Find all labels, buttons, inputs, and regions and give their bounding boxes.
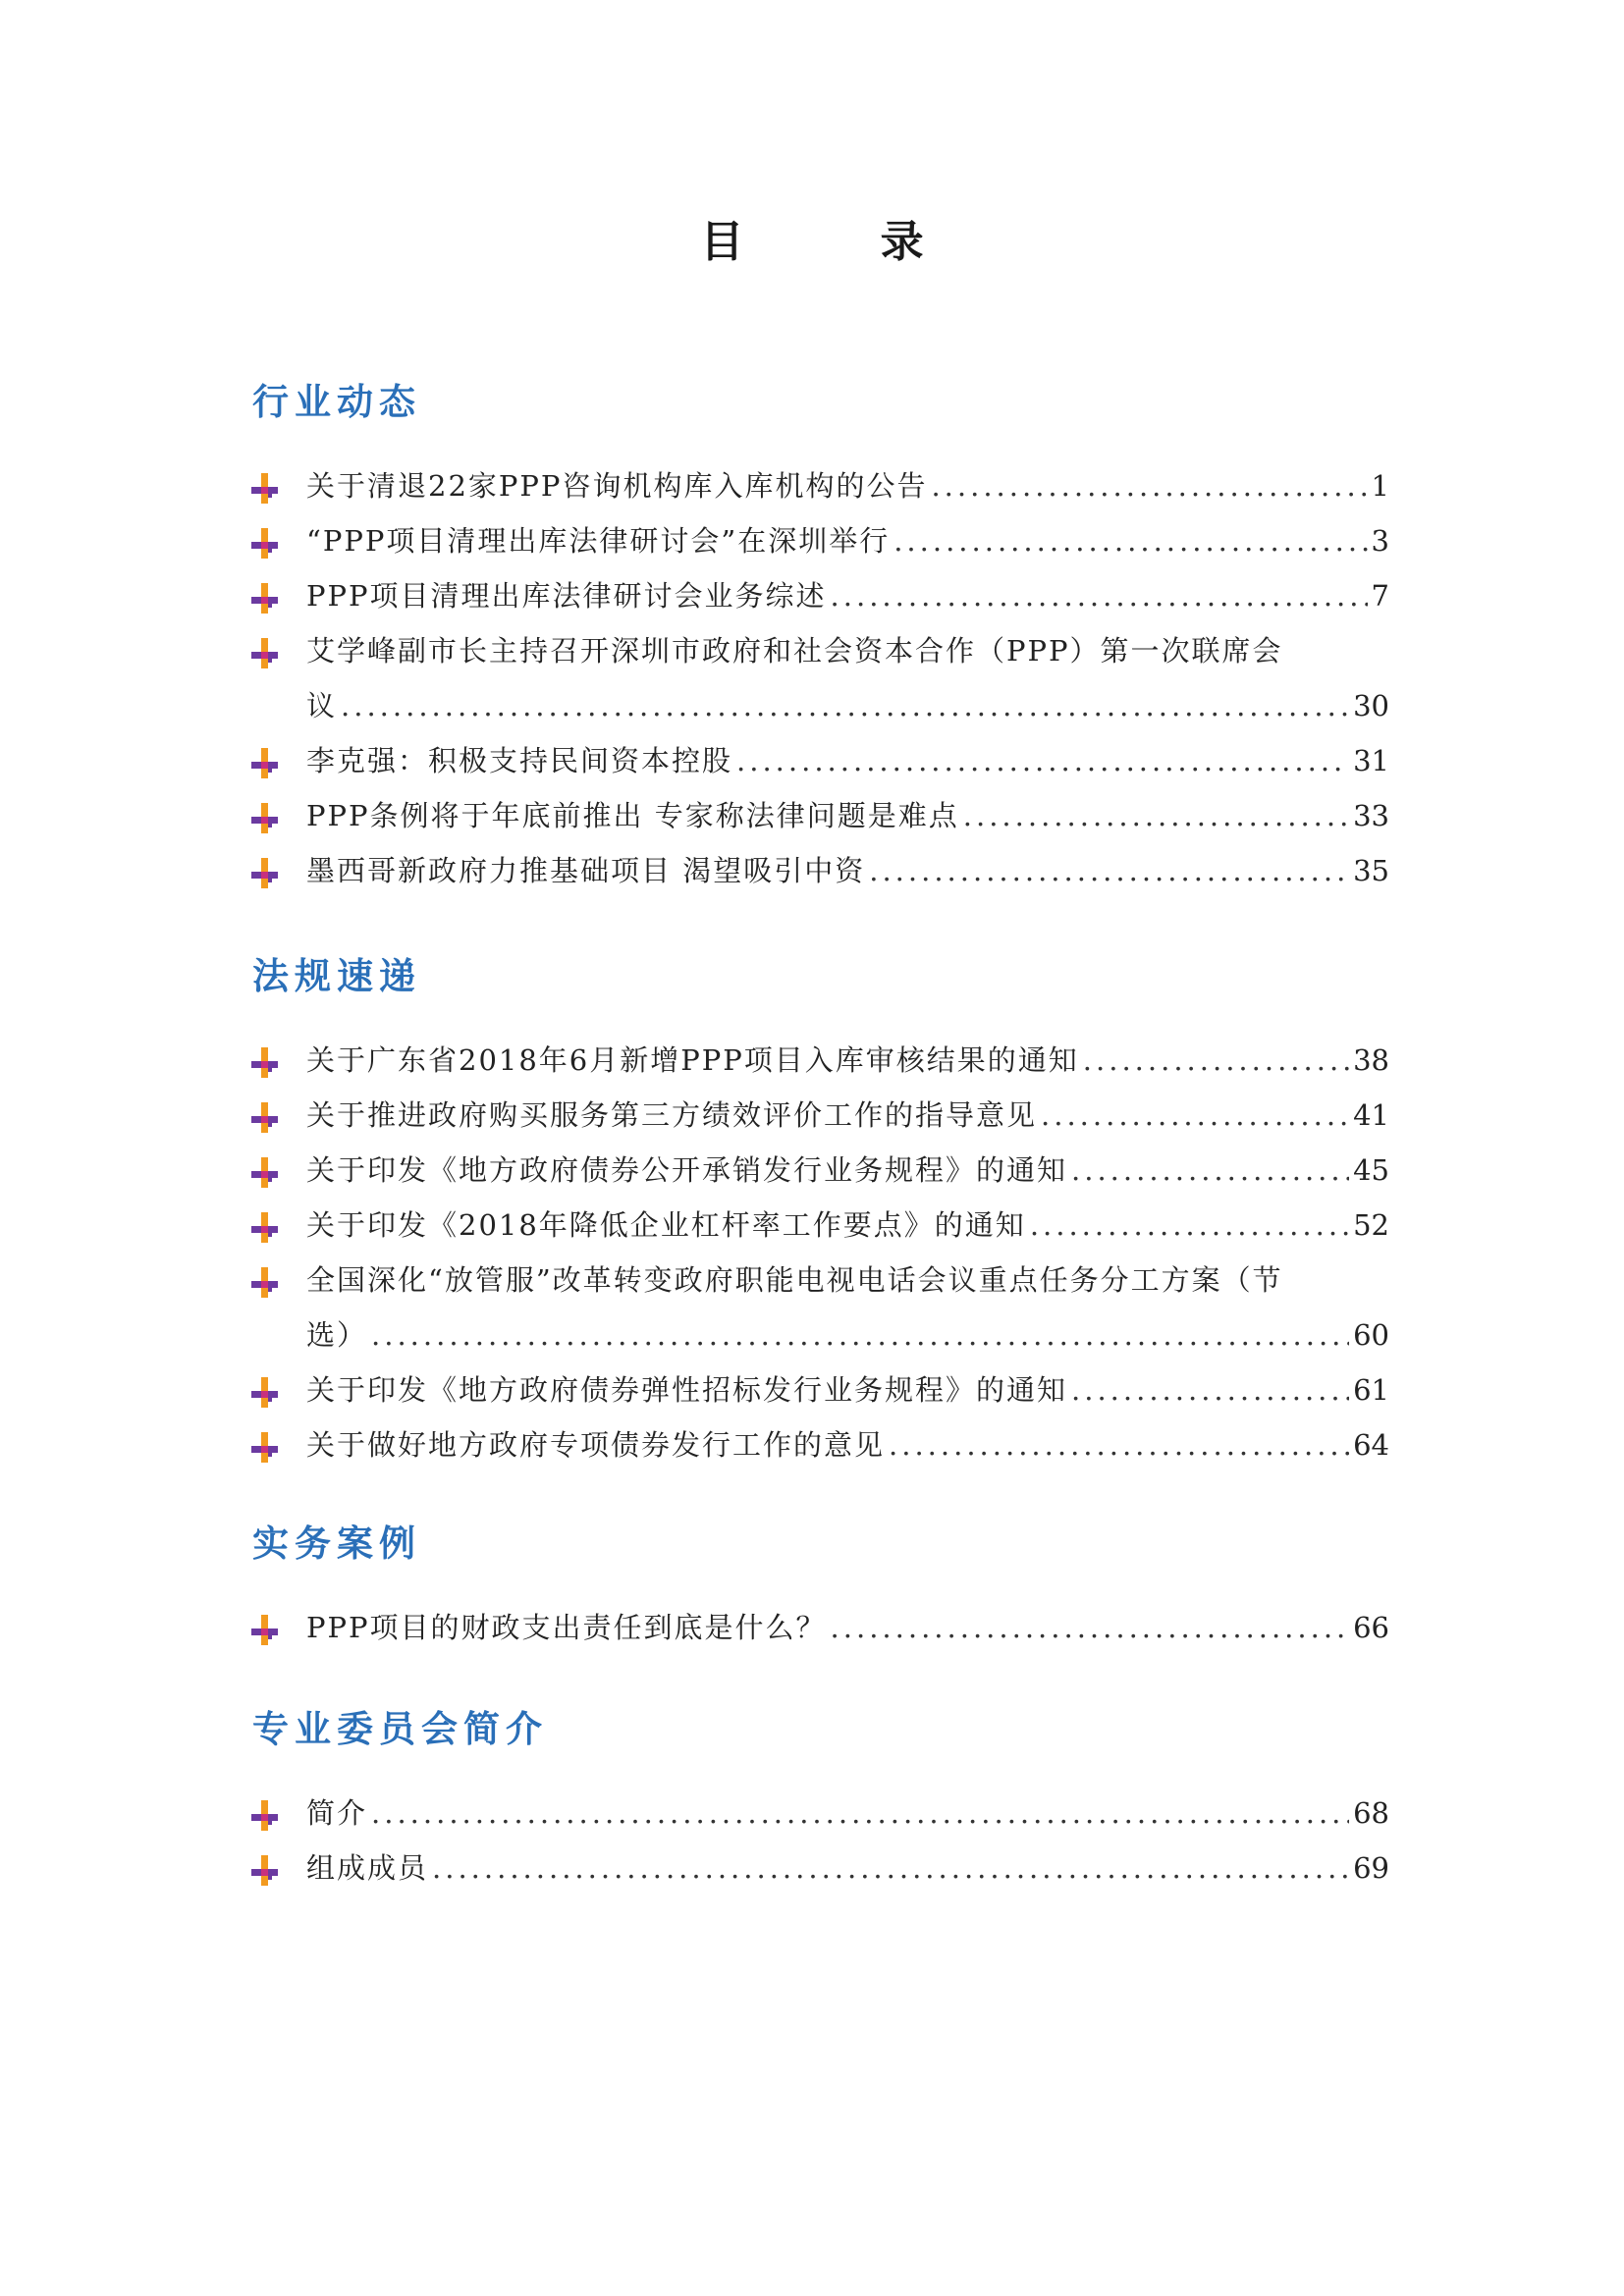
toc-entry-title: 墨西哥新政府力推基础项目 渴望吸引中资	[306, 854, 866, 887]
toc-section	[250, 952, 1389, 1472]
toc-entry[interactable]	[250, 513, 1389, 568]
bullet-icon	[250, 1427, 280, 1461]
toc-entry[interactable]	[250, 1143, 1389, 1198]
dot-leader	[736, 733, 1349, 788]
toc-entry[interactable]	[250, 458, 1389, 513]
toc-entry[interactable]	[250, 843, 1389, 898]
toc-entry[interactable]	[250, 733, 1389, 788]
dot-leader	[341, 678, 1349, 733]
toc-section	[250, 1705, 1389, 1896]
toc-entry-title: 简介	[306, 1796, 368, 1830]
page-number: 69	[1353, 1851, 1389, 1885]
toc-entry[interactable]	[250, 1033, 1389, 1088]
bullet-icon	[250, 578, 280, 612]
bullet-icon	[250, 1610, 280, 1643]
dot-leader	[1041, 1088, 1349, 1143]
page-number: 35	[1353, 854, 1389, 887]
toc-entry[interactable]	[250, 568, 1389, 623]
dot-leader	[831, 568, 1368, 623]
bullet-icon	[250, 853, 280, 886]
toc-entry[interactable]	[250, 1362, 1389, 1417]
bullet-icon	[250, 523, 280, 557]
dot-leader	[432, 1841, 1349, 1896]
dot-leader	[1083, 1033, 1349, 1088]
toc-entry[interactable]	[250, 1600, 1389, 1655]
toc-entry[interactable]	[250, 1198, 1389, 1253]
toc-entry[interactable]	[250, 1417, 1389, 1472]
dot-leader	[931, 458, 1367, 513]
toc-entry-title-continued: 议	[306, 689, 338, 722]
page-number: 41	[1353, 1098, 1389, 1132]
dot-leader	[889, 1417, 1349, 1472]
section-heading: 专业委员会简介	[252, 1707, 548, 1750]
dot-leader	[1030, 1198, 1349, 1253]
toc-entry-title: 关于广东省2018年6月新增PPP项目入库审核结果的通知	[306, 1043, 1079, 1077]
toc-entry-title: 李克强：积极支持民间资本控股	[306, 744, 733, 777]
bullet-icon	[250, 468, 280, 502]
dot-leader	[893, 513, 1367, 568]
toc-entry-title: “PPP项目清理出库法律研讨会”在深圳举行	[306, 524, 891, 558]
dot-leader	[371, 1308, 1349, 1362]
page-number: 38	[1353, 1043, 1389, 1077]
bullet-icon	[250, 1850, 280, 1884]
toc-entry-title: 艾学峰副市长主持召开深圳市政府和社会资本合作（PPP）第一次联席会	[306, 634, 1283, 667]
bullet-icon	[250, 743, 280, 776]
toc-entry-title: PPP条例将于年底前推出 专家称法律问题是难点	[306, 799, 959, 832]
toc-entry[interactable]	[250, 1841, 1389, 1896]
toc-entry-title: 关于印发《地方政府债券弹性招标发行业务规程》的通知	[306, 1373, 1068, 1407]
toc-entry-title: PPP项目清理出库法律研讨会业务综述	[306, 579, 827, 613]
dot-leader	[1071, 1362, 1349, 1417]
page-number: 31	[1353, 744, 1389, 777]
toc-entry[interactable]	[250, 1253, 1389, 1362]
page-number: 66	[1353, 1611, 1389, 1644]
dot-leader	[371, 1786, 1349, 1841]
bullet-icon	[250, 798, 280, 831]
toc-section	[250, 1520, 1389, 1655]
toc-entry[interactable]	[250, 788, 1389, 843]
toc-entry-title: 关于印发《地方政府债券公开承销发行业务规程》的通知	[306, 1153, 1068, 1187]
toc-entry[interactable]	[250, 623, 1389, 733]
dot-leader	[963, 788, 1349, 843]
toc-entry-title: 关于推进政府购买服务第三方绩效评价工作的指导意见	[306, 1098, 1038, 1132]
toc-entry-title: 关于清退22家PPP咨询机构库入库机构的公告	[306, 469, 928, 503]
bullet-icon	[250, 1207, 280, 1241]
bullet-icon	[250, 1097, 280, 1131]
toc-entry-title: PPP项目的财政支出责任到底是什么？	[306, 1611, 827, 1644]
section-heading: 法规速递	[252, 954, 421, 997]
page-number: 68	[1353, 1796, 1389, 1830]
toc-entry-title: 关于印发《2018年降低企业杠杆率工作要点》的通知	[306, 1208, 1026, 1242]
page-number: 7	[1371, 579, 1389, 613]
page-number: 1	[1371, 469, 1389, 503]
section-heading: 行业动态	[252, 380, 421, 423]
bullet-icon	[250, 1042, 280, 1076]
bullet-icon	[250, 1262, 280, 1296]
bullet-icon	[250, 1372, 280, 1406]
page-number: 3	[1371, 524, 1389, 558]
toc-entry-title: 组成成员	[306, 1851, 429, 1885]
page-title: 目 录	[700, 217, 985, 267]
toc-entry[interactable]	[250, 1088, 1389, 1143]
page-number: 64	[1353, 1428, 1389, 1462]
dot-leader	[831, 1600, 1350, 1655]
toc-entry[interactable]	[250, 1786, 1389, 1841]
dot-leader	[869, 843, 1349, 898]
bullet-icon	[250, 1795, 280, 1829]
dot-leader	[1071, 1143, 1349, 1198]
bullet-icon	[250, 633, 280, 667]
section-heading: 实务案例	[252, 1522, 421, 1565]
page-number: 60	[1353, 1318, 1389, 1352]
toc-entry-title: 关于做好地方政府专项债券发行工作的意见	[306, 1428, 886, 1462]
toc-entry-title: 全国深化“放管服”改革转变政府职能电视电话会议重点任务分工方案（节	[306, 1263, 1283, 1297]
page-number: 30	[1353, 689, 1389, 722]
page-number: 45	[1353, 1153, 1389, 1187]
toc-entry-title-continued: 选）	[306, 1318, 368, 1352]
toc-section	[250, 378, 1389, 898]
page-number: 52	[1353, 1208, 1389, 1242]
page-number: 33	[1353, 799, 1389, 832]
page-number: 61	[1353, 1373, 1389, 1407]
bullet-icon	[250, 1152, 280, 1186]
